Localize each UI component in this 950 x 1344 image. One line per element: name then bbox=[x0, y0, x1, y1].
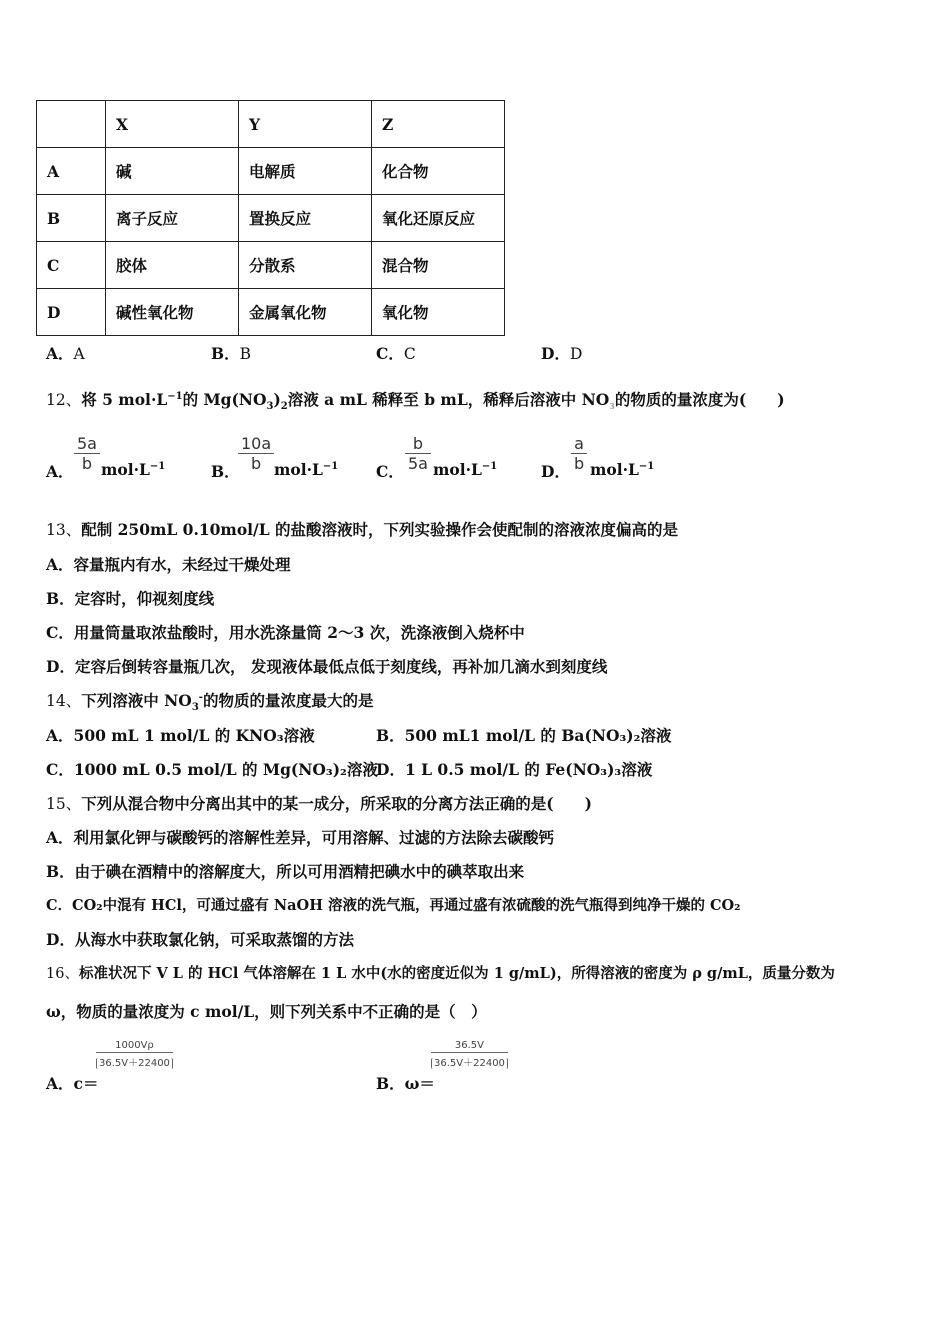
fraction-numerator: b bbox=[412, 434, 424, 453]
unit-text: mol·L bbox=[274, 460, 323, 479]
option-label: A． bbox=[46, 828, 74, 847]
table-cell: 碱性氧化物 bbox=[106, 289, 239, 336]
table-cell: 化合物 bbox=[372, 148, 505, 195]
stem-sup: −1 bbox=[167, 390, 183, 402]
unit-text: mol·L bbox=[101, 460, 150, 479]
table-cell: C bbox=[37, 242, 106, 289]
q14-option-a[interactable] bbox=[46, 724, 315, 746]
q13-option-a[interactable] bbox=[46, 553, 291, 575]
table-cell: 混合物 bbox=[372, 242, 505, 289]
q14-option-b[interactable] bbox=[376, 724, 671, 746]
table-cell: D bbox=[37, 289, 106, 336]
classification-table bbox=[36, 100, 505, 336]
unit-sup: −1 bbox=[638, 460, 655, 472]
stem-text: 溶液 a mL 稀释至 b mL，稀释后溶液中 NO bbox=[287, 390, 610, 409]
unit-sup: −1 bbox=[149, 460, 166, 472]
q13-option-b[interactable] bbox=[46, 587, 214, 609]
q12-option-c-unit bbox=[433, 460, 497, 479]
option-label: B． bbox=[46, 862, 75, 881]
option-text: 500 mL 1 mol/L 的 KNO₃溶液 bbox=[73, 726, 315, 745]
q12-option-c-fraction bbox=[405, 434, 431, 473]
stem-text: 的物质的量浓度最大的是 bbox=[202, 691, 374, 710]
option-text: 定容时，仰视刻度线 bbox=[74, 589, 215, 608]
fraction-denominator: b bbox=[574, 454, 585, 473]
q12-option-d-fraction bbox=[571, 434, 587, 473]
q12-option-a-fraction bbox=[74, 434, 100, 473]
stem-text: 配制 250mL 0.10mol/L 的盐酸溶液时，下列实验操作会使配制的溶液浓度偏高的是 bbox=[81, 520, 679, 539]
fraction-denominator: b bbox=[81, 454, 93, 473]
unit-sup: −1 bbox=[481, 460, 498, 472]
option-label: A． bbox=[46, 555, 74, 574]
table-cell: 置换反应 bbox=[239, 195, 372, 242]
table-cell: 电解质 bbox=[239, 148, 372, 195]
table-cell: 胶体 bbox=[106, 242, 239, 289]
fraction-numerator: 1000Vρ bbox=[115, 1040, 154, 1051]
stem-sup: - bbox=[198, 691, 203, 703]
fraction-numerator: 36.5V bbox=[454, 1040, 485, 1051]
option-label: B． bbox=[376, 726, 405, 745]
table-cell: 氧化物 bbox=[372, 289, 505, 336]
table-cell: 氧化还原反应 bbox=[372, 195, 505, 242]
option-label: B． bbox=[46, 589, 75, 608]
stem-sub: 2 bbox=[280, 401, 288, 413]
option-text: 500 mL1 mol/L 的 Ba(NO₃)₂溶液 bbox=[404, 726, 672, 745]
option-text: 利用氯化钾与碳酸钙的溶解性差异，可用溶解、过滤的方法除去碳酸钙 bbox=[73, 828, 555, 847]
table-cell bbox=[37, 101, 106, 148]
table-cell: 碱 bbox=[106, 148, 239, 195]
option-label: C． bbox=[376, 344, 404, 363]
table-cell: 金属氧化物 bbox=[239, 289, 372, 336]
option-text: c＝ bbox=[73, 1074, 99, 1093]
unit-text: mol·L bbox=[590, 460, 639, 479]
q16-stem-line1 bbox=[46, 962, 835, 983]
stem-text: 的 Mg(NO bbox=[182, 390, 267, 409]
option-label: D． bbox=[541, 344, 570, 363]
q15-stem bbox=[46, 792, 592, 814]
q16-option-a-fraction bbox=[96, 1040, 173, 1069]
question-number: 13、 bbox=[46, 521, 82, 539]
q15-option-b[interactable] bbox=[46, 860, 524, 882]
option-label: D． bbox=[376, 760, 405, 779]
q15-option-c[interactable] bbox=[46, 894, 741, 915]
stem-text: 标准状况下 V L 的 HCl 气体溶解在 1 L 水中(水的密度近似为 1 g/mL)，所得溶液的密度为 ρ g/mL，质量分数为 bbox=[78, 965, 835, 982]
table-cell: 离子反应 bbox=[106, 195, 239, 242]
option-label: C． bbox=[46, 897, 73, 914]
q13-stem bbox=[46, 518, 678, 540]
stem-text: 下列溶液中 NO bbox=[81, 691, 192, 710]
q13-option-d[interactable] bbox=[46, 655, 607, 677]
option-text: 1 L 0.5 mol/L 的 Fe(NO₃)₃溶液 bbox=[404, 760, 653, 779]
option-text: 容量瓶内有水，未经过干燥处理 bbox=[73, 555, 291, 574]
q11-option-c[interactable] bbox=[376, 342, 416, 364]
q12-option-b-fraction bbox=[238, 434, 274, 473]
stem-text: 的物质的量浓度为( ) bbox=[614, 390, 785, 409]
q12-option-a-unit bbox=[101, 460, 165, 479]
option-text: ω＝ bbox=[404, 1074, 435, 1093]
option-label: A． bbox=[46, 1074, 74, 1093]
question-number: 14、 bbox=[46, 692, 82, 710]
q16-stem-line2: ω，物质的量浓度为 c mol/L，则下列关系中不正确的是（ ） bbox=[46, 1002, 487, 1021]
option-label: B． bbox=[211, 344, 240, 363]
fraction-denominator: 36.5V＋22400 bbox=[431, 1058, 508, 1069]
fraction-denominator: 36.5V＋22400 bbox=[96, 1058, 173, 1069]
table-row bbox=[37, 289, 505, 336]
q12-option-d-label[interactable]: D． bbox=[541, 462, 570, 481]
question-number: 16、 bbox=[46, 966, 79, 982]
fraction-numerator: 5a bbox=[77, 434, 97, 453]
option-label: D． bbox=[46, 930, 75, 949]
option-text: CO₂中混有 HCl，可通过盛有 NaOH 溶液的洗气瓶，再通过盛有浓硫酸的洗气瓶得到纯净干燥的 CO₂ bbox=[72, 897, 741, 914]
table-row bbox=[37, 242, 505, 289]
q14-option-d[interactable] bbox=[376, 758, 652, 780]
stem-text: 将 5 mol·L bbox=[81, 390, 168, 409]
table-header-z: Z bbox=[372, 101, 505, 148]
table-row bbox=[37, 195, 505, 242]
unit-text: mol·L bbox=[433, 460, 482, 479]
q15-option-d[interactable] bbox=[46, 928, 354, 950]
fraction-numerator: a bbox=[574, 434, 584, 453]
table-cell: A bbox=[37, 148, 106, 195]
fraction-bar bbox=[431, 1052, 508, 1053]
option-label: B． bbox=[376, 1074, 405, 1093]
stem-text: 下列从混合物中分离出其中的某一成分，所采取的分离方法正确的是( ) bbox=[81, 794, 592, 813]
option-label: A． bbox=[46, 344, 74, 363]
fraction-numerator: 10a bbox=[241, 434, 272, 453]
q16-option-b-fraction bbox=[431, 1040, 508, 1069]
q15-option-a[interactable] bbox=[46, 826, 554, 848]
option-label: C． bbox=[46, 760, 74, 779]
table-header-row bbox=[37, 101, 505, 148]
q11-option-d[interactable] bbox=[541, 342, 582, 364]
table-cell: 分散系 bbox=[239, 242, 372, 289]
q11-option-b[interactable] bbox=[211, 342, 251, 364]
stem-sub: 3 bbox=[609, 401, 615, 412]
q12-option-a-label[interactable]: A． bbox=[46, 462, 74, 481]
option-label: C． bbox=[46, 623, 74, 642]
stem-text: ) bbox=[273, 390, 281, 409]
option-text: 定容后倒转容量瓶几次， 发现液体最低点低于刻度线，再补加几滴水到刻度线 bbox=[74, 657, 608, 676]
stem-sub: 3 bbox=[266, 401, 274, 413]
table-header-x: X bbox=[106, 101, 239, 148]
q16-option-b[interactable] bbox=[376, 1072, 435, 1094]
q13-option-c[interactable] bbox=[46, 621, 525, 643]
option-text: A bbox=[73, 345, 85, 363]
q12-stem bbox=[46, 388, 785, 412]
q12-option-c-label[interactable]: C． bbox=[376, 462, 404, 481]
q16-option-a[interactable] bbox=[46, 1072, 98, 1094]
stem-sub: 3 bbox=[191, 702, 199, 714]
q12-option-d-unit bbox=[590, 460, 654, 479]
q14-option-c[interactable] bbox=[46, 758, 378, 780]
question-number: 15、 bbox=[46, 795, 82, 813]
option-text: B bbox=[239, 345, 251, 363]
option-text: 由于碘在酒精中的溶解度大，所以可用酒精把碘水中的碘萃取出来 bbox=[74, 862, 525, 881]
unit-sup: −1 bbox=[322, 460, 339, 472]
fraction-bar bbox=[96, 1052, 173, 1053]
table-cell: B bbox=[37, 195, 106, 242]
option-text: C bbox=[403, 345, 416, 363]
option-text: 1000 mL 0.5 mol/L 的 Mg(NO₃)₂溶液 bbox=[73, 760, 378, 779]
option-text: 用量筒量取浓盐酸时，用水洗涤量筒 2～3 次，洗涤液倒入烧杯中 bbox=[73, 623, 525, 642]
q11-option-a[interactable] bbox=[46, 342, 85, 364]
fraction-denominator: 5a bbox=[408, 454, 428, 473]
q12-option-b-unit bbox=[274, 460, 338, 479]
option-text: D bbox=[569, 345, 583, 363]
option-label: D． bbox=[46, 657, 75, 676]
option-text: 从海水中获取氯化钠，可采取蒸馏的方法 bbox=[74, 930, 354, 949]
fraction-denominator: b bbox=[251, 454, 262, 473]
q14-stem bbox=[46, 689, 373, 713]
table-row bbox=[37, 148, 505, 195]
table-header-y: Y bbox=[239, 101, 372, 148]
q12-option-b-label[interactable]: B． bbox=[211, 462, 240, 481]
option-label: A． bbox=[46, 726, 74, 745]
question-number: 12、 bbox=[46, 391, 82, 409]
